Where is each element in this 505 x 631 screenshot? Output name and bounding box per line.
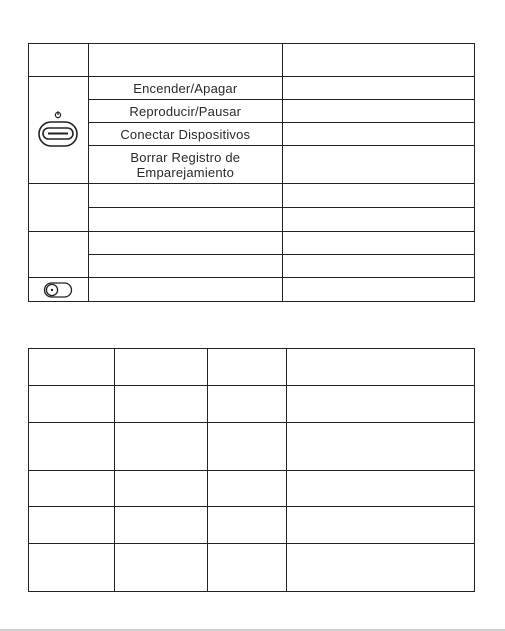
table-row <box>29 544 475 592</box>
table-row <box>29 255 475 278</box>
header-cell <box>207 349 287 386</box>
empty-cell <box>282 255 474 278</box>
empty-cell <box>88 208 282 232</box>
toggle-switch-icon <box>43 281 73 299</box>
table-row <box>29 507 475 544</box>
table-row <box>29 146 475 184</box>
empty-cell <box>287 471 475 507</box>
empty-cell <box>114 544 207 592</box>
header-cell <box>88 44 282 77</box>
empty-cell <box>282 146 474 184</box>
empty-cell <box>29 507 115 544</box>
empty-cell <box>287 507 475 544</box>
switch-cell <box>29 278 89 302</box>
buttons-table <box>28 43 475 302</box>
table-row <box>29 471 475 507</box>
indicator-table <box>28 348 475 592</box>
empty-cell <box>207 544 287 592</box>
empty-cell <box>287 544 475 592</box>
table-row <box>29 232 475 255</box>
empty-cell <box>114 423 207 471</box>
table-row <box>29 423 475 471</box>
empty-cell <box>287 423 475 471</box>
empty-cell <box>282 208 474 232</box>
table-row <box>29 386 475 423</box>
empty-cell <box>282 100 474 123</box>
empty-cell <box>282 278 474 302</box>
empty-cell <box>88 278 282 302</box>
empty-cell <box>29 471 115 507</box>
table-header-row <box>29 44 475 77</box>
empty-cell <box>282 232 474 255</box>
table-row <box>29 208 475 232</box>
empty-cell <box>207 423 287 471</box>
empty-cell <box>282 123 474 146</box>
function-label: Borrar Registro de Emparejamiento <box>88 146 282 184</box>
function-label: Conectar Dispositivos <box>88 123 282 146</box>
table-row <box>29 77 475 100</box>
empty-cell <box>29 423 115 471</box>
empty-cell <box>29 232 89 278</box>
empty-cell <box>88 184 282 208</box>
empty-cell <box>114 386 207 423</box>
empty-cell <box>207 471 287 507</box>
table-row <box>29 278 475 302</box>
table-row <box>29 123 475 146</box>
empty-cell <box>88 255 282 278</box>
empty-cell <box>29 544 115 592</box>
header-cell <box>282 44 474 77</box>
empty-cell <box>207 507 287 544</box>
empty-cell <box>282 77 474 100</box>
function-label: Reproducir/Pausar <box>88 100 282 123</box>
function-label: Encender/Apagar <box>88 77 282 100</box>
empty-cell <box>29 386 115 423</box>
empty-cell <box>114 471 207 507</box>
power-button-cell <box>29 77 89 184</box>
header-cell <box>29 349 115 386</box>
power-button-icon <box>35 110 81 150</box>
table-row <box>29 184 475 208</box>
empty-cell <box>287 386 475 423</box>
table-row <box>29 100 475 123</box>
empty-cell <box>29 184 89 232</box>
table-header-row <box>29 349 475 386</box>
header-cell <box>114 349 207 386</box>
empty-cell <box>114 507 207 544</box>
header-cell <box>287 349 475 386</box>
empty-cell <box>88 232 282 255</box>
header-cell <box>29 44 89 77</box>
empty-cell <box>207 386 287 423</box>
empty-cell <box>282 184 474 208</box>
